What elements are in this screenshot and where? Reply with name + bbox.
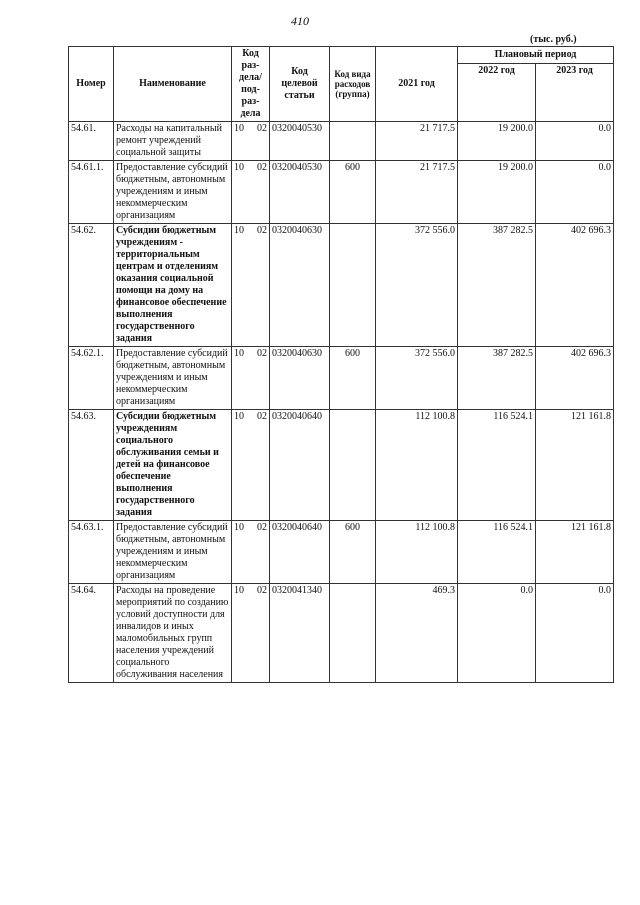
row-2022: 387 282.5 <box>458 224 536 347</box>
row-name: Субсидии бюджетным учреждениям - территориальным центрам и отделениям оказания социальной помощи на дому на финансовое обеспечение выполнения государственного задания <box>114 224 232 347</box>
row-2023: 402 696.3 <box>536 224 614 347</box>
row-2021: 372 556.0 <box>376 224 458 347</box>
row-2023: 0.0 <box>536 584 614 683</box>
row-number: 54.61. <box>69 122 114 161</box>
row-2021: 21 717.5 <box>376 161 458 224</box>
header-2023: 2023 год <box>536 64 614 122</box>
row-section <box>232 224 270 347</box>
row-expense-code <box>330 410 376 521</box>
row-2022: 116 524.1 <box>458 521 536 584</box>
section-code: 10 <box>234 123 244 134</box>
row-number: 54.62.1. <box>69 347 114 410</box>
budget-table <box>68 46 614 683</box>
table-row <box>69 584 614 683</box>
row-2022: 116 524.1 <box>458 410 536 521</box>
row-2023: 402 696.3 <box>536 347 614 410</box>
row-section <box>232 521 270 584</box>
header-2021: 2021 год <box>376 47 458 122</box>
row-2022: 0.0 <box>458 584 536 683</box>
row-section <box>232 122 270 161</box>
table-row <box>69 410 614 521</box>
subsection-code: 02 <box>257 225 267 236</box>
page-number: 410 <box>291 14 309 28</box>
row-target-code: 0320041340 <box>270 584 330 683</box>
header-number: Номер <box>69 47 114 122</box>
row-expense-code <box>330 122 376 161</box>
row-number: 54.63.1. <box>69 521 114 584</box>
row-section <box>232 347 270 410</box>
subsection-code: 02 <box>257 411 267 422</box>
row-2021: 372 556.0 <box>376 347 458 410</box>
row-number: 54.63. <box>69 410 114 521</box>
header-2022: 2022 год <box>458 64 536 122</box>
table-row <box>69 224 614 347</box>
row-target-code: 0320040640 <box>270 521 330 584</box>
table-row <box>69 347 614 410</box>
row-name: Субсидии бюджетным учреждениям социального обслуживания семьи и детей на финансовое обеспечение выполнения государственного задания <box>114 410 232 521</box>
subsection-code: 02 <box>257 522 267 533</box>
row-2022: 19 200.0 <box>458 122 536 161</box>
row-2023: 0.0 <box>536 161 614 224</box>
row-2021: 469.3 <box>376 584 458 683</box>
row-target-code: 0320040530 <box>270 161 330 224</box>
header-section: Код раз-дела/ под-раз-дела <box>232 47 270 122</box>
row-2021: 21 717.5 <box>376 122 458 161</box>
row-target-code: 0320040630 <box>270 347 330 410</box>
subsection-code: 02 <box>257 162 267 173</box>
row-section <box>232 410 270 521</box>
table-body <box>69 122 614 683</box>
row-2023: 0.0 <box>536 122 614 161</box>
row-name: Расходы на капитальный ремонт учреждений социальной защиты <box>114 122 232 161</box>
row-number: 54.62. <box>69 224 114 347</box>
subsection-code: 02 <box>257 123 267 134</box>
row-2021: 112 100.8 <box>376 410 458 521</box>
section-code: 10 <box>234 225 244 236</box>
header-target: Код целевой статьи <box>270 47 330 122</box>
row-2021: 112 100.8 <box>376 521 458 584</box>
row-expense-code: 600 <box>330 347 376 410</box>
header-expense: Код вида расходов (группа) <box>330 47 376 122</box>
row-target-code: 0320040630 <box>270 224 330 347</box>
section-code: 10 <box>234 162 244 173</box>
row-name: Расходы на проведение мероприятий по созданию условий доступности для инвалидов и иных маломобильных групп населения учреждений социального обслуживания населения <box>114 584 232 683</box>
row-expense-code: 600 <box>330 161 376 224</box>
row-2022: 387 282.5 <box>458 347 536 410</box>
row-target-code: 0320040640 <box>270 410 330 521</box>
header-name: Наименование <box>114 47 232 122</box>
table-row <box>69 161 614 224</box>
units-label: (тыс. руб.) <box>530 34 577 45</box>
header-plan-period: Плановый период <box>458 47 614 64</box>
section-code: 10 <box>234 411 244 422</box>
subsection-code: 02 <box>257 585 267 596</box>
row-name: Предоставление субсидий бюджетным, автономным учреждениям и иным некоммерческим организациям <box>114 161 232 224</box>
subsection-code: 02 <box>257 348 267 359</box>
row-section <box>232 161 270 224</box>
section-code: 10 <box>234 585 244 596</box>
section-code: 10 <box>234 522 244 533</box>
row-expense-code <box>330 224 376 347</box>
table-header <box>69 47 614 122</box>
section-code: 10 <box>234 348 244 359</box>
row-2023: 121 161.8 <box>536 521 614 584</box>
row-section <box>232 584 270 683</box>
row-2023: 121 161.8 <box>536 410 614 521</box>
row-expense-code <box>330 584 376 683</box>
row-expense-code: 600 <box>330 521 376 584</box>
row-number: 54.61.1. <box>69 161 114 224</box>
table-row <box>69 122 614 161</box>
row-name: Предоставление субсидий бюджетным, автономным учреждениям и иным некоммерческим организациям <box>114 521 232 584</box>
row-target-code: 0320040530 <box>270 122 330 161</box>
row-number: 54.64. <box>69 584 114 683</box>
table-row <box>69 521 614 584</box>
row-name: Предоставление субсидий бюджетным, автономным учреждениям и иным некоммерческим организациям <box>114 347 232 410</box>
row-2022: 19 200.0 <box>458 161 536 224</box>
